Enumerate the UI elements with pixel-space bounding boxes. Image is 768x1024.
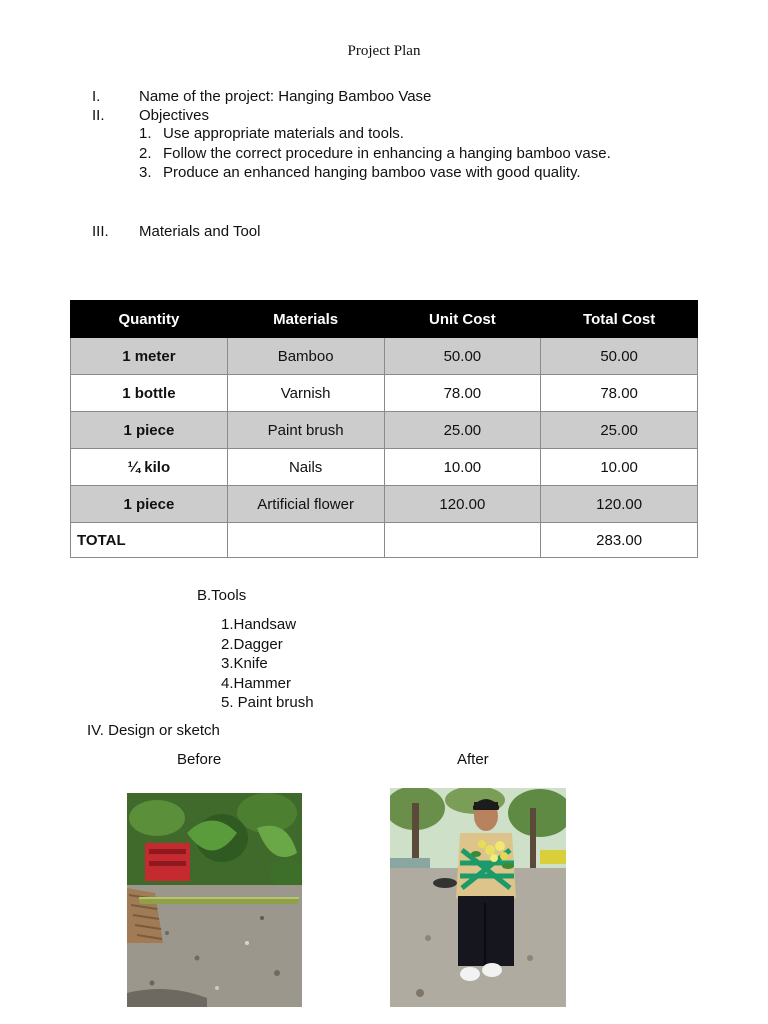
item-text: Produce an enhanced hanging bamboo vase with good quality. (163, 164, 581, 181)
tools-heading: B.Tools (197, 587, 247, 604)
cell-unit-cost: 50.00 (384, 338, 541, 375)
before-photo (127, 793, 302, 1007)
section-number: I. (92, 88, 101, 105)
cell-empty (384, 523, 541, 558)
cell-empty (227, 523, 384, 558)
cell-unit-cost: 25.00 (384, 412, 541, 449)
after-label: After (457, 751, 489, 768)
list-item: 4.Hammer (221, 674, 292, 692)
cell-total-cost: 120.00 (541, 486, 698, 523)
cell-quantity: 1 bottle (71, 375, 228, 412)
design-heading: IV. Design or sketch (87, 722, 220, 739)
cell-unit-cost: 78.00 (384, 375, 541, 412)
cell-quantity: 1 piece (71, 486, 228, 523)
section-number: III. (92, 223, 109, 240)
after-photo (390, 788, 566, 1007)
list-item: 3.Knife (221, 655, 268, 672)
table-row (71, 449, 698, 486)
table-row (71, 412, 698, 449)
tools-list (221, 616, 314, 714)
objectives-heading: Objectives (139, 107, 210, 124)
table-row (71, 338, 698, 375)
cell-unit-cost: 10.00 (384, 449, 541, 486)
total-row (71, 523, 698, 558)
cell-material: Bamboo (227, 338, 384, 375)
materials-heading: Materials and Tool (139, 223, 261, 240)
cell-unit-cost: 120.00 (384, 486, 541, 523)
header-total-cost: Total Cost (541, 301, 698, 338)
after-photo-image (390, 788, 566, 1007)
list-item: 2.Dagger (221, 635, 283, 653)
table-row (71, 486, 698, 523)
cell-total-cost: 78.00 (541, 375, 698, 412)
table-row (71, 375, 698, 412)
header-materials: Materials (227, 301, 384, 338)
before-label: Before (177, 751, 222, 768)
cell-material: Artificial flower (227, 486, 384, 523)
cell-material: Nails (227, 449, 384, 486)
header-unit-cost: Unit Cost (384, 301, 541, 338)
cell-total-cost: 50.00 (541, 338, 698, 375)
cell-total-cost: 25.00 (541, 412, 698, 449)
section-number: II. (92, 107, 105, 124)
list-item: 5. Paint brush (221, 694, 314, 711)
cell-total-cost: 10.00 (541, 449, 698, 486)
list-item: 1.Handsaw (221, 616, 297, 633)
cell-quantity: 1 meter (71, 338, 228, 375)
item-number: 1. (139, 125, 152, 142)
document-title: Project Plan (347, 43, 421, 59)
materials-table (70, 300, 698, 558)
cell-material: Varnish (227, 375, 384, 412)
item-number: 2. (139, 144, 152, 162)
before-photo-image (127, 793, 302, 1007)
item-text: Follow the correct procedure in enhancing a hanging bamboo vase. (163, 144, 611, 162)
cell-quantity: 1 piece (71, 412, 228, 449)
item-number: 3. (139, 164, 152, 181)
item-text: Use appropriate materials and tools. (163, 125, 404, 142)
header-quantity: Quantity (71, 301, 228, 338)
table-header-row (71, 301, 698, 338)
total-label: TOTAL (71, 523, 228, 558)
cell-material: Paint brush (227, 412, 384, 449)
cell-quantity: ¼ kilo (71, 449, 228, 486)
project-name: Name of the project: Hanging Bamboo Vase (139, 88, 432, 105)
total-value: 283.00 (541, 523, 698, 558)
